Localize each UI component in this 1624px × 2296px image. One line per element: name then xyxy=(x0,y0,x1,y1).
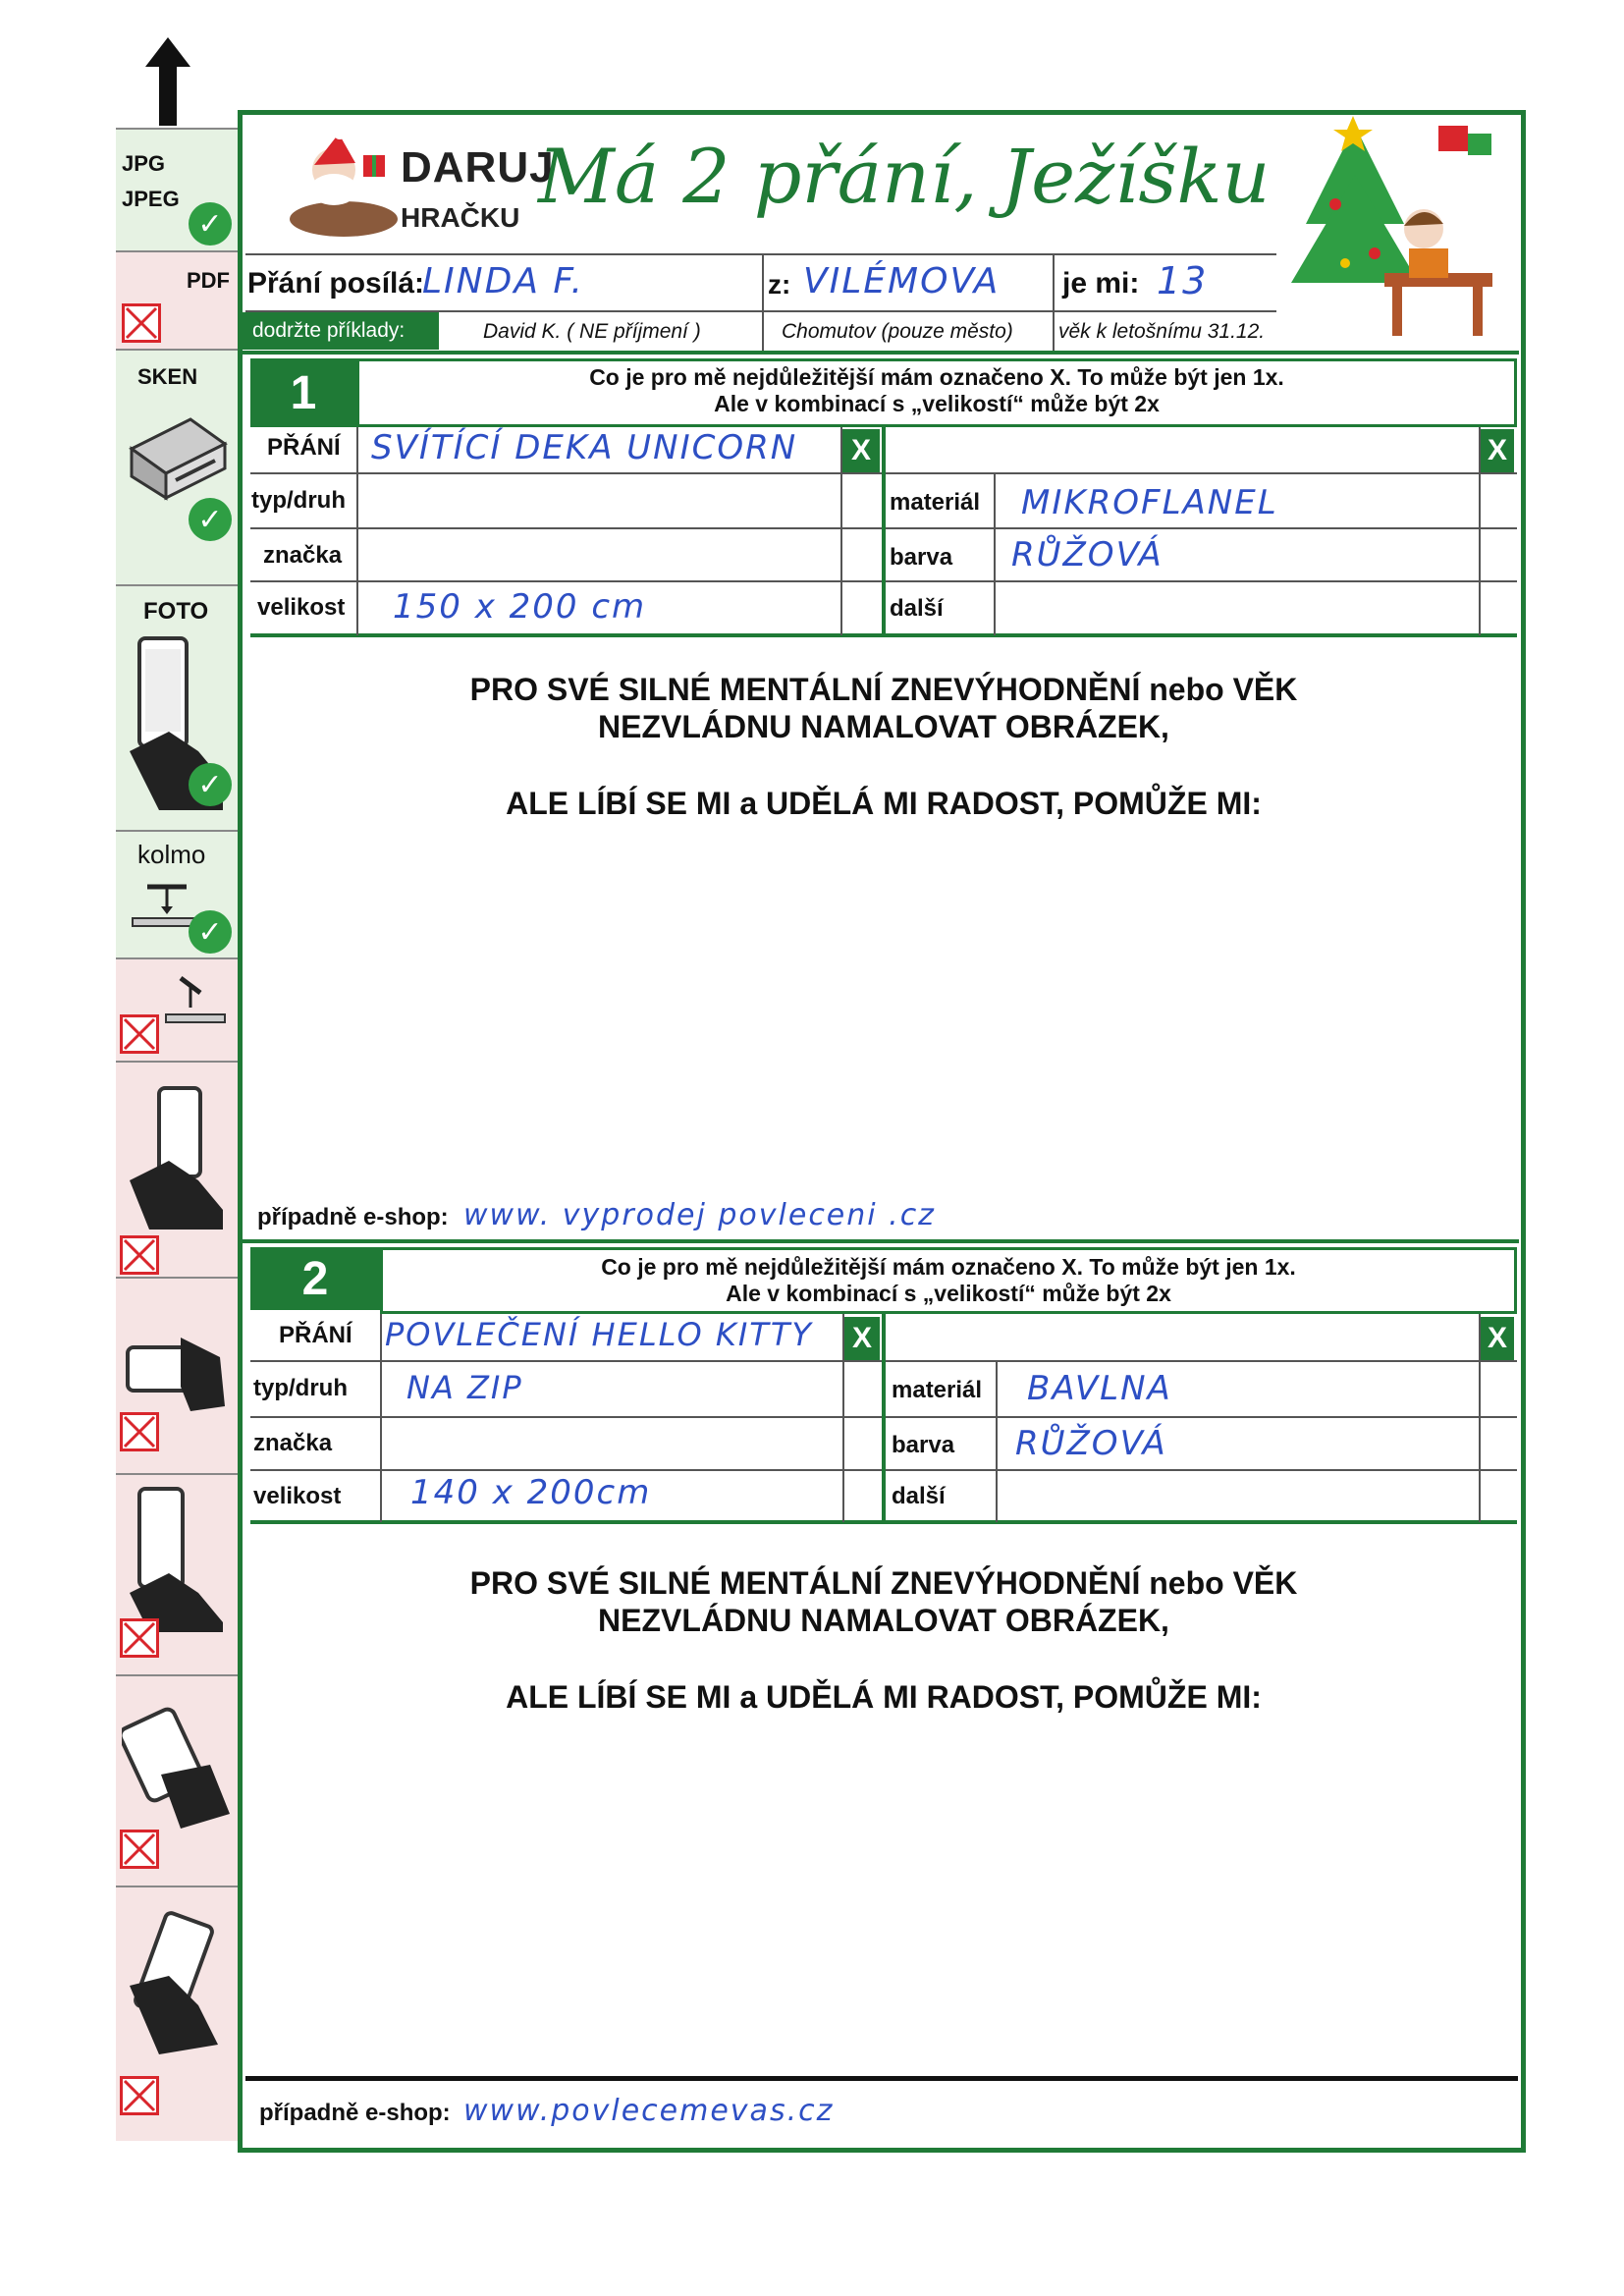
wish2-typ-label: typ/druh xyxy=(253,1375,348,1401)
wish1-notice-1: PRO SVÉ SILNÉ MENTÁLNÍ ZNEVÝHODNĚNÍ nebo VĚK xyxy=(469,672,1298,707)
foto-label: FOTO xyxy=(143,598,209,625)
sken-label: SKEN xyxy=(137,364,198,389)
wish1-znacka-label: značka xyxy=(263,542,343,569)
wish2-notice-3: ALE LÍBÍ SE MI a UDĚLÁ MI RADOST, POMŮŽE MI: xyxy=(506,1679,1262,1715)
wish2-eshop-value[interactable]: www.povlecemevas.cz xyxy=(463,2094,835,2128)
sidebar-cell-kolmo xyxy=(116,830,238,957)
wish1-dalsi-label: další xyxy=(890,595,944,622)
wish2-barva-value[interactable]: RŮŽOVÁ xyxy=(1015,1424,1167,1463)
city-value[interactable]: VILÉMOVA xyxy=(803,261,1001,301)
wish2-typ-value[interactable]: NA ZIP xyxy=(406,1369,523,1406)
from-value[interactable]: LINDA F. xyxy=(422,261,584,301)
from-label: Přání posílá: xyxy=(247,267,425,300)
sidebar-cell-bad-1 xyxy=(116,1061,238,1277)
phone-hand-icon xyxy=(130,1485,228,1637)
wish2-drawing-area[interactable] xyxy=(250,1738,1517,2072)
age-label: je mi: xyxy=(1062,267,1140,300)
wish1-prani-label: PŘÁNÍ xyxy=(267,434,341,461)
age-value[interactable]: 13 xyxy=(1157,259,1209,302)
wish1-typ-label: typ/druh xyxy=(251,487,346,514)
check-icon: ✓ xyxy=(189,202,232,246)
example-name: David K. ( NE příjmení ) xyxy=(483,320,701,343)
wish2-velikost-value[interactable]: 140 x 200cm xyxy=(410,1473,652,1512)
wish1-x-mark-1[interactable]: X xyxy=(842,429,880,472)
wish2-material-label: materiál xyxy=(892,1377,983,1403)
check-icon: ✓ xyxy=(189,498,232,541)
wish1-instruction-2: Ale v kombinací s „velikostí“ může být 2x xyxy=(714,391,1160,416)
jpeg-label: JPEG xyxy=(122,187,180,211)
wish2-x-mark-2[interactable]: X xyxy=(1481,1317,1514,1360)
sidebar-cell-bad-4 xyxy=(116,1674,238,1886)
wish2-barva-label: barva xyxy=(892,1432,955,1458)
wish1-instruction-1: Co je pro mě nejdůležitější mám označeno X. To může být jen 1x. xyxy=(589,364,1284,390)
landscape-phone-icon xyxy=(122,1328,230,1421)
sidebar-cell-pdf xyxy=(116,250,238,349)
examples-label: dodržte příklady: xyxy=(243,312,439,350)
wish2-eshop-label: případně e-shop: xyxy=(259,2100,451,2126)
logo-daruj: DARUJ xyxy=(401,143,555,191)
wish1-velikost-label: velikost xyxy=(257,594,346,621)
red-cross-icon xyxy=(120,1830,159,1869)
sidebar-cell-angled xyxy=(116,957,238,1061)
example-city: Chomutov (pouze město) xyxy=(782,320,1013,343)
wish2-material-value[interactable]: BAVLNA xyxy=(1027,1369,1172,1408)
wish1-notice-3: ALE LÍBÍ SE MI a UDĚLÁ MI RADOST, POMŮŽE MI: xyxy=(506,786,1262,821)
angled-phone-icon xyxy=(161,973,230,1037)
red-cross-icon xyxy=(120,1014,159,1054)
wish1-material-label: materiál xyxy=(890,489,981,516)
wish2-instruction-2: Ale v kombinací s „velikostí“ může být 2x xyxy=(726,1281,1171,1306)
tilted-phone-icon xyxy=(130,1082,228,1234)
wish2-notice-1: PRO SVÉ SILNÉ MENTÁLNÍ ZNEVÝHODNĚNÍ nebo VĚK xyxy=(469,1565,1298,1601)
wish1-eshop-label: případně e-shop: xyxy=(257,1204,449,1230)
wish2-dalsi-label: další xyxy=(892,1483,946,1509)
tilted-phone-icon xyxy=(122,1706,230,1838)
wish2-instruction-1: Co je pro mě nejdůležitější mám označeno X. To může být jen 1x. xyxy=(601,1254,1296,1280)
wish1-drawing-area[interactable] xyxy=(250,845,1517,1198)
pdf-label: PDF xyxy=(187,268,230,293)
up-arrow-icon xyxy=(145,37,190,131)
wish2-prani-value[interactable]: POVLEČENÍ HELLO KITTY xyxy=(385,1316,813,1353)
scanner-icon xyxy=(122,400,230,513)
christmas-tree-icon xyxy=(1276,116,1512,356)
logo-hracku: HRAČKU xyxy=(401,202,520,233)
wish1-prani-value[interactable]: SVÍTÍCÍ DEKA UNICORN xyxy=(371,428,798,467)
sidebar-cell-bad-3 xyxy=(116,1473,238,1674)
sidebar-cell-bad-2 xyxy=(116,1277,238,1473)
example-age: věk k letošnímu 31.12. xyxy=(1058,320,1266,343)
wish2-x-mark-1[interactable]: X xyxy=(844,1317,880,1360)
wish1-number: 1 xyxy=(250,358,356,427)
wish2-znacka-label: značka xyxy=(253,1430,333,1456)
kolmo-label: kolmo xyxy=(137,840,206,869)
page-title: Má 2 přání, Ježíšku xyxy=(538,133,1271,220)
jpg-label: JPG xyxy=(122,151,166,176)
wish2-prani-label: PŘÁNÍ xyxy=(279,1322,352,1348)
sidebar-cell-foto xyxy=(116,584,238,830)
check-icon: ✓ xyxy=(189,910,232,954)
wish1-x-mark-2[interactable]: X xyxy=(1481,429,1514,472)
wish1-barva-value[interactable]: RŮŽOVÁ xyxy=(1011,535,1164,574)
wish1-barva-label: barva xyxy=(890,544,953,571)
wish1-velikost-value[interactable]: 150 x 200 cm xyxy=(393,587,647,627)
tilted-phone-icon xyxy=(130,1907,228,2059)
wish1-notice-2: NEZVLÁDNU NAMALOVAT OBRÁZEK, xyxy=(598,709,1169,744)
red-cross-icon xyxy=(122,303,161,343)
red-cross-icon xyxy=(120,1618,159,1658)
sidebar-cell-bad-5 xyxy=(116,1886,238,2141)
santa-logo-icon xyxy=(285,126,403,244)
red-cross-icon xyxy=(120,1235,159,1275)
sidebar-cell-sken xyxy=(116,349,238,584)
city-label: z: xyxy=(768,269,791,300)
wish1-material-value[interactable]: MIKROFLANEL xyxy=(1021,483,1278,522)
red-cross-icon xyxy=(120,2076,159,2115)
wish2-velikost-label: velikost xyxy=(253,1483,342,1509)
logo xyxy=(285,126,555,244)
red-cross-icon xyxy=(120,1412,159,1451)
wish2-number: 2 xyxy=(250,1247,380,1310)
check-icon: ✓ xyxy=(189,763,232,806)
sidebar-cell-jpg xyxy=(116,128,238,250)
wish2-notice-2: NEZVLÁDNU NAMALOVAT OBRÁZEK, xyxy=(598,1603,1169,1638)
wish1-eshop-value[interactable]: www. vyprodej povleceni .cz xyxy=(463,1198,936,1232)
